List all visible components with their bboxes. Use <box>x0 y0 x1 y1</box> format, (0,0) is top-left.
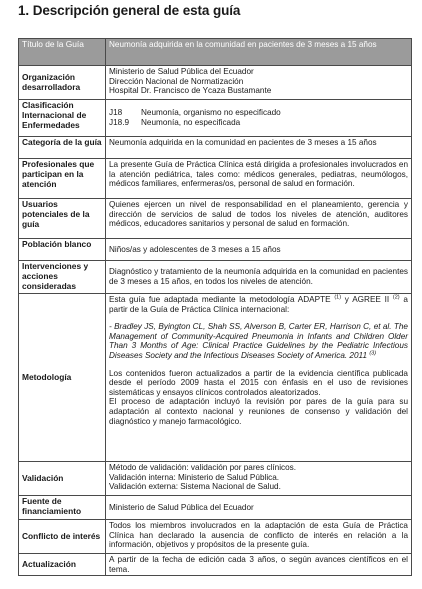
row-value-poblacion: Niños/as y adolescentes de 3 meses a 15 años <box>106 239 412 261</box>
table-row-usuarios <box>19 199 412 239</box>
row-label-actualizacion: Actualización <box>19 554 106 576</box>
row-value-clasificacion <box>106 100 412 137</box>
table-row-intervenciones <box>19 261 412 294</box>
row-label-titulo: Título de la Guía <box>19 39 106 66</box>
table-row-metodologia <box>19 294 412 462</box>
table-row-actualizacion <box>19 554 412 576</box>
row-value-usuarios: Quienes ejercen un nivel de responsabilidad en el planeamiento, gerencia y dirección de servicios de salud de todos los niveles de atención, auditores médicos, educadores sanitarios y personal de salud en formación. <box>106 199 412 239</box>
table-row-clasificacion <box>19 100 412 137</box>
reference-text: - Bradley JS, Byington CL, Shah SS, Alverson B, Carter ER, Harrison C, et al. The Management of Community-Acquired Pneumonia in Infants and Children Older Than 3 Months of Age: Clinical Practice Guidelines by the Pediatric Infectious Diseases Society and the Infectious Diseases Society of America. 2011 <box>109 322 408 360</box>
table-row-titulo <box>19 39 412 66</box>
row-value-metodologia <box>106 294 412 462</box>
table-row-conflicto <box>19 520 412 554</box>
row-value-profesionales: La presente Guía de Práctica Clínica está dirigida a profesionales involucrados en la atención pediátrica, tales como: médicos generales, pediatras, neumólogos, médicos familiares, enfermeras/os, personal de salud en formación. <box>106 159 412 199</box>
table-row-fuente <box>19 496 412 520</box>
validacion-line-3: Validación externa: Sistema Nacional de Salud. <box>109 482 281 492</box>
table-row-profesionales <box>19 159 412 199</box>
page-title: 1. Descripción general de esta guía <box>18 3 241 18</box>
row-label-organizacion: Organización desarrolladora <box>19 66 106 100</box>
table-row-organizacion <box>19 66 412 100</box>
citation-bradley: (3) <box>369 350 377 357</box>
guide-overview-table <box>18 38 412 576</box>
row-label-poblacion: Población blanco <box>19 239 106 261</box>
metodologia-intro-a: Esta guía fue adaptada mediante la metodología ADAPTE <box>109 295 335 304</box>
metodologia-intro <box>109 295 408 314</box>
org-line-3: Hospital Dr. Francisco de Ycaza Bustamante <box>109 86 272 96</box>
citation-adapte: (1) <box>334 294 342 301</box>
row-value-titulo: Neumonía adquirida en la comunidad en pacientes de 3 meses a 15 años <box>106 39 412 66</box>
row-label-metodologia: Metodología <box>19 294 106 462</box>
metodologia-reference <box>109 322 408 360</box>
row-label-categoria: Categoría de la guía <box>19 137 106 159</box>
metodologia-intro-b: y AGREE II <box>341 295 393 304</box>
cie-desc: Neumonía, organismo no especificado <box>141 108 281 118</box>
row-value-validacion <box>106 462 412 496</box>
cie-code: J18 <box>109 108 123 118</box>
org-line-1: Ministerio de Salud Pública del Ecuador <box>109 67 254 76</box>
table-row-categoria <box>19 137 412 159</box>
row-label-conflicto: Conflicto de interés <box>19 520 106 554</box>
table-row-poblacion <box>19 239 412 261</box>
row-value-categoria: Neumonía adquirida en la comunidad en pacientes de 3 meses a 15 años <box>106 137 412 159</box>
validacion-line-2: Validación interna: Ministerio de Salud Pública. <box>109 472 280 482</box>
org-line-2: Dirección Nacional de Normatización <box>109 76 244 86</box>
row-label-fuente: Fuente de financiamiento <box>19 496 106 520</box>
cie-desc: Neumonía, no especificada <box>141 118 241 127</box>
row-label-usuarios: Usuarios potenciales de la guía <box>19 199 106 239</box>
row-value-organizacion <box>106 66 412 100</box>
row-label-clasificacion: Clasificación Internacional de Enfermedades <box>19 100 106 137</box>
metodologia-intro-c: a partir de la Guía de Práctica Clínica internacional: <box>109 295 408 314</box>
cie-code: J18.9 <box>109 118 130 127</box>
validacion-line-1: Método de validación: validación por pares clínicos. <box>109 463 297 472</box>
row-label-profesionales: Profesionales que participan en la atención <box>19 159 106 199</box>
citation-agree: (2) <box>392 294 400 301</box>
cie-code-list <box>109 108 408 127</box>
table-row-validacion <box>19 462 412 496</box>
metodologia-paragraph-2: Los contenidos fueron actualizados a partir de la evidencia científica publicada desde el período 2009 hasta el 2015 con énfasis en el uso de revisiones sistemáticas y ensayos clínicos controlados aleatorizados. <box>109 368 408 397</box>
row-value-fuente: Ministerio de Salud Pública del Ecuador <box>106 496 412 520</box>
row-value-intervenciones: Diagnóstico y tratamiento de la neumonía adquirida en la comunidad en pacientes de 3 meses a 15 años, en todos los niveles de atención. <box>106 261 412 294</box>
row-label-validacion: Validación <box>19 462 106 496</box>
row-value-conflicto: Todos los miembros involucrados en la adaptación de esta Guía de Práctica Clínica han declarado la ausencia de conflicto de interés en relación a la información, objetivos y propósitos de la presente guía. <box>106 520 412 554</box>
row-label-intervenciones: Intervenciones y acciones consideradas <box>19 261 106 294</box>
metodologia-paragraph-3: El proceso de adaptación incluyó la revisión por pares de la guía para su adaptación al contexto nacional y reuniones de consenso y validación del diagnóstico y manejo farmacológico. <box>109 397 408 426</box>
row-value-actualizacion: A partir de la fecha de edición cada 3 años, o según avances científicos en el tema. <box>106 554 412 576</box>
